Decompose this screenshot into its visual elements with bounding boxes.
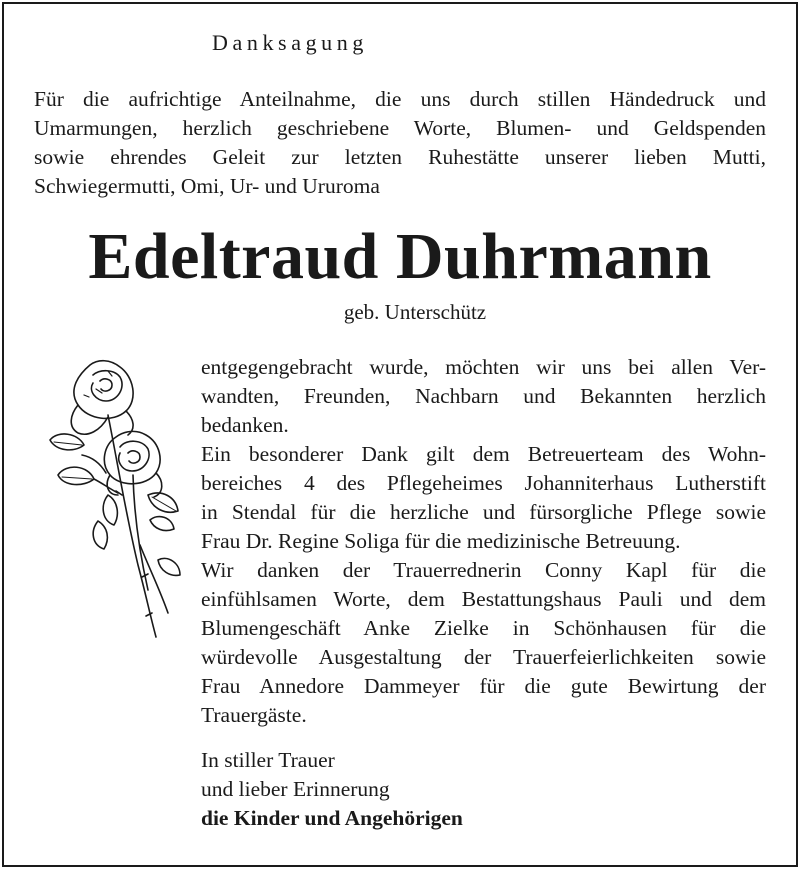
closing-line-2: und lieber Erinnerung	[201, 777, 390, 801]
text-line: Ein besonderer Dank gilt dem Betreuerteam des Wohn-	[201, 442, 766, 466]
text-line: einfühlsamen Worte, dem Bestattungshaus Pauli und dem	[201, 587, 766, 611]
text-line: bereiches 4 des Pflegeheimes Johanniterhaus Lutherstift	[201, 471, 766, 495]
rose-icon	[38, 345, 188, 645]
text-line: Frau Annedore Dammeyer für die gute Bewirtung der	[201, 674, 766, 698]
intro-line: Für die aufrichtige Anteilnahme, die uns durch stillen Händedruck und	[34, 87, 766, 111]
acknowledgement-text	[201, 353, 766, 730]
text-line: entgegengebracht wurde, möchten wir uns bei allen Ver-	[201, 355, 766, 379]
deceased-name: Edeltraud Duhrmann	[88, 220, 712, 293]
text-line: Frau Dr. Regine Soliga für die medizinische Betreuung.	[201, 529, 681, 553]
signature: die Kinder und Angehörigen	[201, 806, 463, 830]
closing-block	[201, 746, 701, 833]
intro-line: sowie ehrendes Geleit zur letzten Ruhestätte unserer lieben Mutti,	[34, 145, 766, 169]
text-line: Blumengeschäft Anke Zielke in Schönhausen für die	[201, 616, 766, 640]
text-line: würdevolle Ausgestaltung der Trauerfeierlichkeiten sowie	[201, 645, 766, 669]
notice-heading: Danksagung	[212, 30, 368, 55]
maiden-name: geb. Unterschütz	[343, 300, 487, 324]
text-line: in Stendal für die herzliche und fürsorgliche Pflege sowie	[201, 500, 766, 524]
closing-line-1: In stiller Trauer	[201, 748, 335, 772]
text-line: Wir danken der Trauerrednerin Conny Kapl für die	[201, 558, 766, 582]
intro-line: Schwiegermutti, Omi, Ur- und Ururoma	[34, 174, 380, 198]
text-line: wandten, Freunden, Nachbarn und Bekannten herzlich	[201, 384, 766, 408]
intro-paragraph	[34, 85, 766, 201]
text-line: Trauergäste.	[201, 703, 307, 727]
text-line: bedanken.	[201, 413, 289, 437]
intro-line: Umarmungen, herzlich geschriebene Worte, Blumen- und Geldspenden	[34, 116, 766, 140]
